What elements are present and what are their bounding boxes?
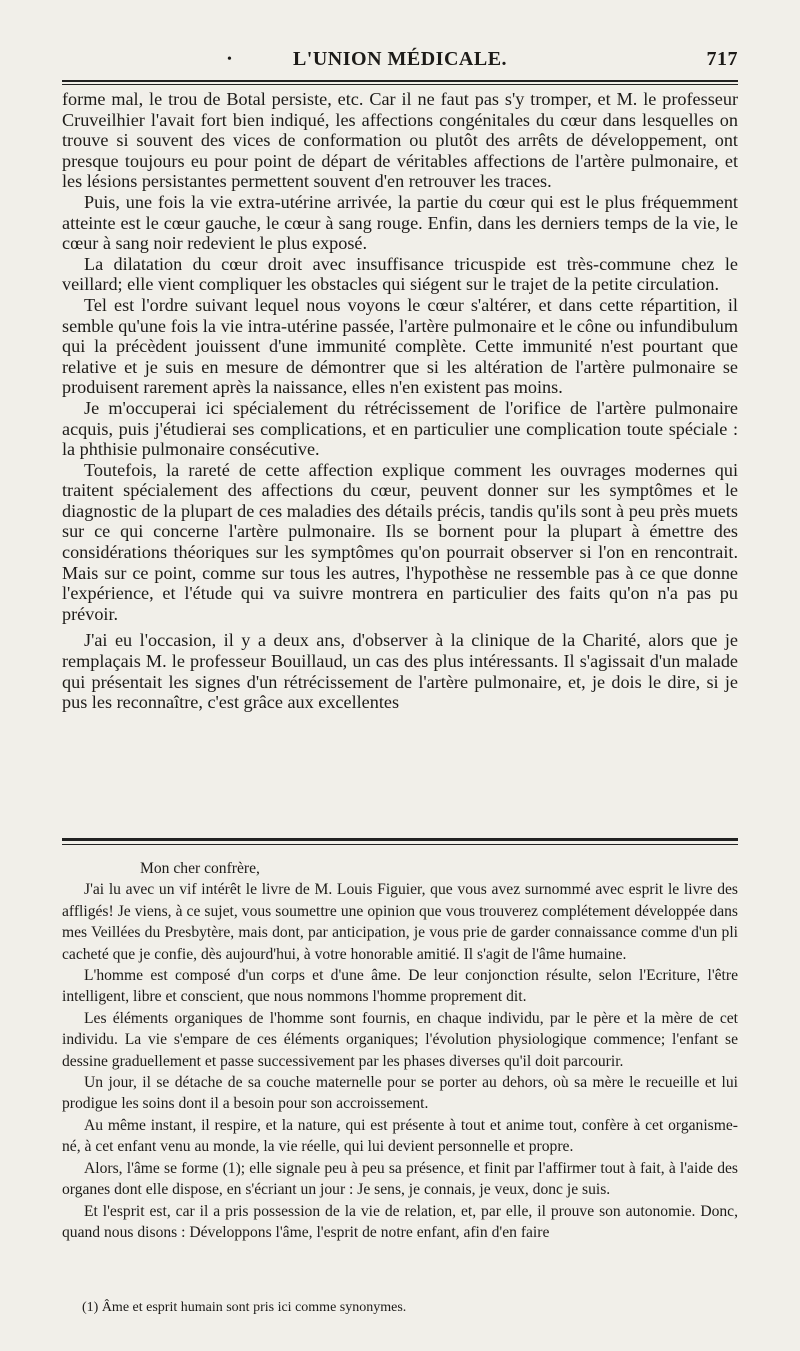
paragraph: Puis, une fois la vie extra-utérine arrivée, la partie du cœur qui est le plus fréquemment atteinte est le cœur gauche, le cœur à sang rouge. Enfin, dans les derniers temps de la vie, le cœur à sang noir redevient le plus exposé. <box>62 191 738 254</box>
header-rule-thin <box>62 84 738 85</box>
feuilleton-separator-thin <box>62 844 738 845</box>
header-rule <box>62 80 738 82</box>
paragraph: J'ai eu l'occasion, il y a deux ans, d'observer à la clinique de la Charité, alors que je remplaçais M. le professeur Bouillaud, un cas des plus intéressants. Il s'agissait d'un malade qui présentait les signes d'un rétrécissement de l'artère pulmonaire, et, je dois le dire, si je pus les reconnaître, c'est grâce aux excellentes <box>62 630 738 713</box>
journal-title: L'UNION MÉDICALE. <box>292 48 508 70</box>
letter-paragraph: Alors, l'âme se forme (1); elle signale peu à peu sa présence, et finit par l'affirmer tout à fait, à l'aide des organes dont elle dispose, en s'écriant un jour : Je sens, je connais, je veux, donc je suis. <box>62 1159 738 1199</box>
feuilleton-separator <box>62 838 738 841</box>
paragraph: Toutefois, la rareté de cette affection explique comment les ouvrages modernes qui traitent spécialement des affections du cœur, peuvent donner sur les symptômes et le diagnostic de la plupart de ces maladies des détails précis, tandis qu'ils sont à peu près muets sur ce qui concerne l'artère pulmonaire. Ils se bornent pour la plupart à émettre des considérations théoriques sur les symptômes qu'on pourrait observer si l'on en rencontrait. Mais sur ce point, comme sur tous les autres, l'hypothèse ne ressemble pas à ce que donne l'expérience, et l'étude qui va suivre montrera en particulier des faits qu'on n'a pas pu prévoir. <box>62 459 738 624</box>
paragraph: La dilatation du cœur droit avec insuffisance tricuspide est très-commune chez le veillard; elle vient compliquer les obstacles qui siégent sur le trajet de la petite circulation. <box>62 253 738 295</box>
article-body <box>62 89 738 713</box>
page-number: 717 <box>706 48 738 70</box>
letter-paragraph: L'homme est composé d'un corps et d'une âme. De leur conjonction résulte, selon l'Ecriture, l'être intelligent, libre et conscient, que nous nommons l'homme proprement dit. <box>62 967 738 1006</box>
letter-paragraph: Et l'esprit est, car il a pris possession de la vie de relation, et, par elle, il prouve son autonomie. Donc, quand nous disons : Développons l'âme, l'esprit de notre enfant, afin d'en faire <box>62 1202 738 1241</box>
letter-paragraph: Au même instant, il respire, et la nature, qui est présente à tout et anime tout, confère à cet organisme-né, à cet enfant venu au monde, la vie réelle, qui lui devient personnelle et propre. <box>62 1116 738 1156</box>
footnote: (1) Âme et esprit humain sont pris ici comme synonymes. <box>82 1300 407 1315</box>
letter-paragraph: Un jour, il se détache de sa couche maternelle pour se porter au dehors, où sa mère le recueille et lui prodigue les soins dont il a besoin pour son accroissement. <box>62 1074 738 1113</box>
letter-salutation: Mon cher confrère, <box>140 860 260 877</box>
letter-paragraph: J'ai lu avec un vif intérêt le livre de M. Louis Figuier, que vous avez surnommé avec esprit le livre des affligés! Je viens, à ce sujet, vous soumettre une opinion que vous trouverez complétement développée dans mes Veillées du Presbytère, mais dont, par anticipation, je vous prie de garder connaissance comme d'un pli cacheté que je confie, dès aujourd'hui, à votre honorable amitié. Il s'agit de l'âme humaine. <box>62 881 738 963</box>
paragraph: Tel est l'ordre suivant lequel nous voyons le cœur s'altérer, et dans cette répartition, il semble qu'une fois la vie intra-utérine passée, l'artère pulmonaire et le cône ou infundibulum qui la précèdent jouissent d'une immunité complète. Cette immunité n'est pourtant que relative et je suis en mesure de démontrer que si les altération de l'artère pulmonaire se produisent rarement après la naissance, elles n'en existent pas moins. <box>62 294 738 398</box>
header-bullet: • <box>227 52 233 67</box>
paragraph: forme mal, le trou de Botal persiste, etc. Car il ne faut pas s'y tromper, et M. le professeur Cruveilhier l'avait fort bien indiqué, les affections congénitales du cœur dans lesquelles on trouve si souvent des vices de conformation ou plutôt des arrêts de développement, ont presque toujours eu pour point de départ de véritables affections de l'artère pulmonaire, et les lésions persistantes permettent souvent d'en retrouver les traces. <box>62 89 738 192</box>
letter-paragraph: Les éléments organiques de l'homme sont fournis, en chaque individu, par le père et la mère de cet individu. La vie s'empare de ces éléments organiques; l'évolution physiologique commence; l'enfant se dessine graduellement et passe successivement par les phases diverses qu'il doit parcourir. <box>62 1009 738 1070</box>
feuilleton-letter <box>62 858 738 1243</box>
paragraph: Je m'occuperai ici spécialement du rétrécissement de l'orifice de l'artère pulmonaire acquis, puis j'étudierai ses complications, et en particulier une complication toute spéciale : la phthisie pulmonaire consécutive. <box>62 397 738 460</box>
running-header <box>62 46 738 76</box>
